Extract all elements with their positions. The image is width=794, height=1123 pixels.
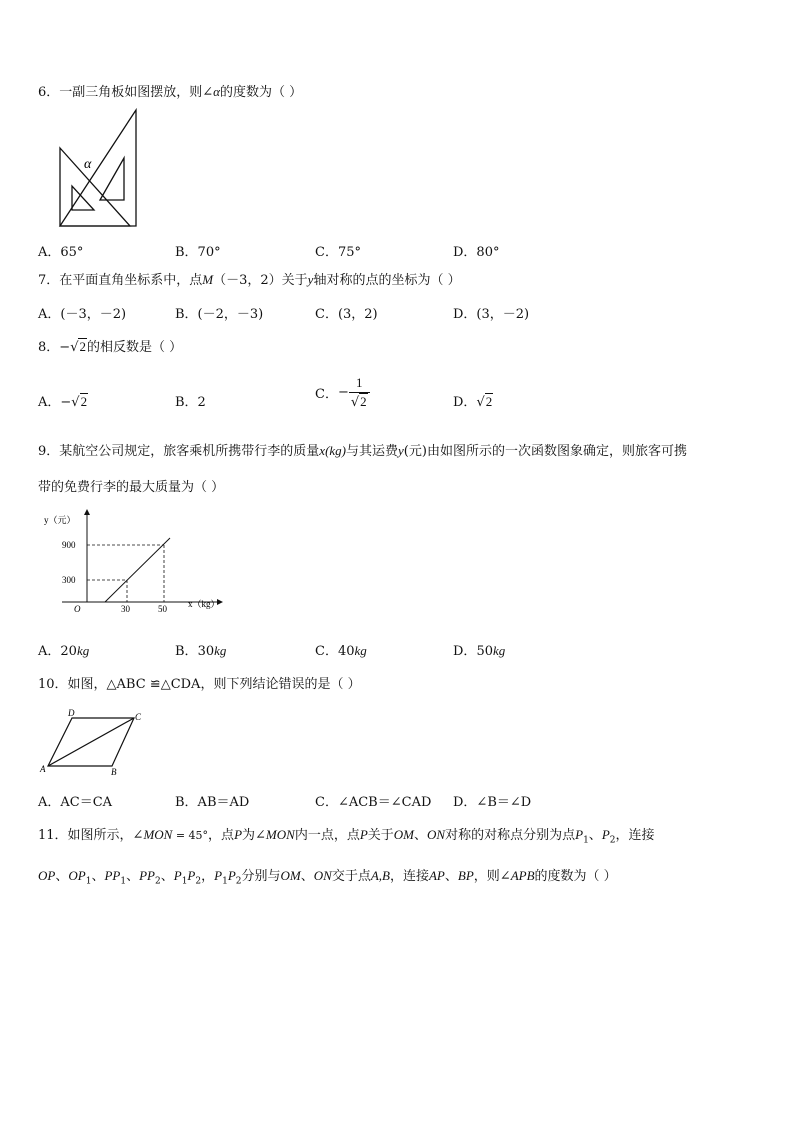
q10-option-a[interactable]: A．AC＝CA <box>38 795 113 810</box>
q9-option-c[interactable]: C．40kg <box>315 643 367 659</box>
q7-point-m: M <box>202 272 214 287</box>
q9-graph-xtick-30: 30 <box>121 604 130 614</box>
q8-stem-text: 的相反数是（ ） <box>86 340 183 355</box>
q9-graph-ylabel: y（元） <box>44 515 76 525</box>
q10-label-b: B <box>111 767 117 777</box>
q7-stem-text-2: （－3，2）关于 <box>213 273 308 288</box>
q9-stem-line2: 带的免费行李的最大质量为（ ） <box>38 480 225 495</box>
q11-stem-line2: OP、$OP_1$、$PP_1$、$PP_2$、$P_1P_2$，$P_1P_2$分别与OM、ON交于点A,B，连接AP、BP，则∠APB的度数为（ ） <box>38 868 617 887</box>
q9-stem-line1: 9．某航空公司规定，旅客乘机所携带行李的质量x(kg)与其运费y(元)由如图所示的一次函数图象确定，则旅客可携 <box>38 443 687 459</box>
q9-option-a[interactable]: A．20kg <box>38 643 90 659</box>
q9-var-y: y <box>398 443 404 458</box>
q6-option-d[interactable]: D．80° <box>453 245 500 260</box>
q10-option-d[interactable]: D．∠B＝∠D <box>453 795 532 810</box>
q9-function-graph <box>40 506 230 616</box>
q7-stem <box>38 272 461 289</box>
q8-stem: 8．−√2的相反数是（ ） <box>38 339 183 355</box>
q9-function-line <box>105 538 170 602</box>
q10-label-d: D <box>68 708 75 718</box>
q7-option-d[interactable]: D．(3，－2) <box>453 307 530 322</box>
q10-label-c: C <box>135 712 142 722</box>
q6-option-c[interactable]: C．75° <box>315 245 361 260</box>
q6-stem-text-2: 的度数为（ ） <box>220 85 303 100</box>
q7-stem-text-3: 轴对称的点的坐标为（ ） <box>313 273 461 288</box>
q10-option-c[interactable]: C．∠ACB＝∠CAD <box>315 795 432 810</box>
q6-stem-alpha: α <box>213 84 220 99</box>
q9-graph-xtick-50: 50 <box>158 604 167 614</box>
q9-option-d[interactable]: D．50kg <box>453 643 506 659</box>
q9-graph-xlabel: x（kg） <box>188 599 220 609</box>
q9-graph-ytick-900: 900 <box>62 540 76 550</box>
q9-graph-ytick-300: 300 <box>62 575 76 585</box>
q6-stem-text: 6．一副三角板如图摆放，则∠ <box>38 85 214 100</box>
q6-option-a[interactable]: A．65° <box>38 245 84 260</box>
q8-option-b[interactable]: B．2 <box>175 395 206 410</box>
q7-option-b[interactable]: B．(－2，－3) <box>175 307 264 322</box>
q10-label-a: A <box>40 764 46 774</box>
q9-var-x: x <box>319 443 326 458</box>
q6-figure-set-squares <box>52 108 142 228</box>
q6-option-b[interactable]: B．70° <box>175 245 221 260</box>
q10-diagonal-ac <box>48 718 134 766</box>
q6-stem <box>38 84 302 101</box>
q10-option-b[interactable]: B．AB＝AD <box>175 795 250 810</box>
q8-stem-minus: − <box>59 340 71 355</box>
q11-stem-line1: 11．如图所示，∠MON = 45°，点P为∠MON内一点，点P关于OM、ON对称的对称点分别为点$P_1$、$P_2$，连接 <box>38 827 655 846</box>
q10-stem: 10．如图，△ABC ≌△CDA，则下列结论错误的是（ ） <box>38 677 361 692</box>
q6-large-triangle-inner <box>100 158 124 200</box>
q8-option-d[interactable]: D．√2 <box>453 394 493 410</box>
q8-option-a[interactable]: A．−√2 <box>38 394 88 410</box>
q8-option-c-fraction: $\frac{1}{√2}$ <box>349 375 370 410</box>
q7-option-a[interactable]: A．(－3，－2) <box>38 307 127 322</box>
q9-option-b[interactable]: B．30kg <box>175 643 227 659</box>
q6-figure-alpha-label: α <box>84 157 92 172</box>
q9-graph-origin: O <box>74 604 81 614</box>
q10-figure-parallelogram <box>38 706 158 778</box>
q9-unit-kg: (kg) <box>325 443 346 458</box>
q8-stem-sqrt: √2 <box>70 339 86 355</box>
q6-square-triangle-outer <box>60 148 130 226</box>
q7-option-c[interactable]: C．(3，2) <box>315 307 378 322</box>
q7-stem-text: 7．在平面直角坐标系中，点 <box>38 273 203 288</box>
q6-square-triangle-inner <box>72 186 94 210</box>
q8-option-c[interactable]: C．− $\frac{1}{√2}$ <box>315 375 370 410</box>
q7-y-axis: y <box>307 272 314 287</box>
